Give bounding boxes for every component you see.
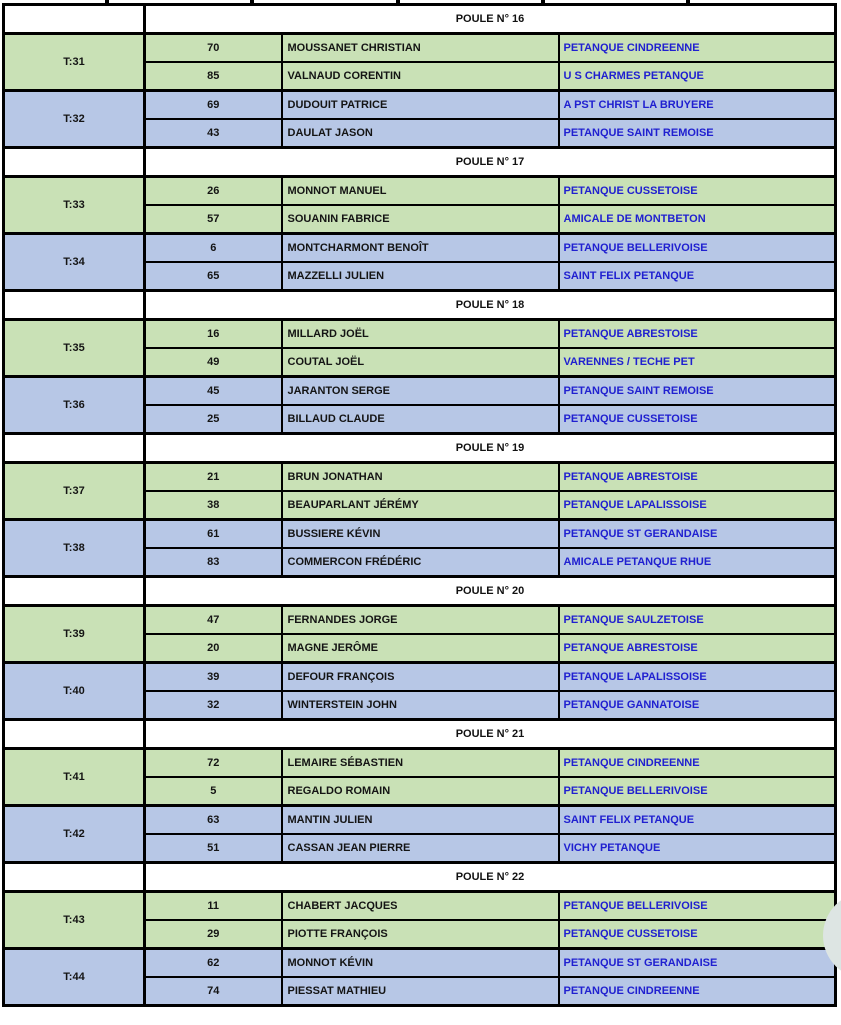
poule-header-row xyxy=(4,863,836,892)
player-name-cell: MONTCHARMONT BENOÎT xyxy=(282,234,559,263)
player-number-cell: 26 xyxy=(145,177,282,206)
player-number-cell: 57 xyxy=(145,205,282,234)
player-number-cell: 61 xyxy=(145,520,282,549)
player-club-cell: PETANQUE LAPALISSOISE xyxy=(559,491,836,520)
player-number-cell: 69 xyxy=(145,91,282,120)
player-number-cell: 11 xyxy=(145,892,282,921)
player-number-cell: 38 xyxy=(145,491,282,520)
player-number-cell: 6 xyxy=(145,234,282,263)
player-club-cell: PETANQUE ABRESTOISE xyxy=(559,634,836,663)
player-club-cell: VICHY PETANQUE xyxy=(559,834,836,863)
player-name-cell: COMMERCON FRÉDÉRIC xyxy=(282,548,559,577)
player-row xyxy=(4,949,836,978)
player-club-cell: PETANQUE BELLERIVOISE xyxy=(559,234,836,263)
player-name-cell: BILLAUD CLAUDE xyxy=(282,405,559,434)
player-club-cell: SAINT FELIX PETANQUE xyxy=(559,806,836,835)
player-row xyxy=(4,663,836,692)
player-number-cell: 74 xyxy=(145,977,282,1006)
player-club-cell: PETANQUE LAPALISSOISE xyxy=(559,663,836,692)
terrain-cell: T:31 xyxy=(4,34,145,91)
player-name-cell: MAZZELLI JULIEN xyxy=(282,262,559,291)
player-number-cell: 25 xyxy=(145,405,282,434)
player-name-cell: JARANTON SERGE xyxy=(282,377,559,406)
poule-header-orange-cell xyxy=(4,5,145,34)
player-number-cell: 29 xyxy=(145,920,282,949)
player-name-cell: MONNOT KÉVIN xyxy=(282,949,559,978)
player-name-cell: DEFOUR FRANÇOIS xyxy=(282,663,559,692)
player-club-cell: PETANQUE CUSSETOISE xyxy=(559,405,836,434)
player-club-cell: PETANQUE BELLERIVOISE xyxy=(559,777,836,806)
terrain-cell: T:38 xyxy=(4,520,145,577)
poule-header-orange-cell xyxy=(4,148,145,177)
terrain-cell: T:36 xyxy=(4,377,145,434)
player-name-cell: MANTIN JULIEN xyxy=(282,806,559,835)
player-club-cell: PETANQUE SAINT REMOISE xyxy=(559,377,836,406)
player-club-cell: PETANQUE CINDREENNE xyxy=(559,749,836,778)
player-club-cell: AMICALE PETANQUE RHUE xyxy=(559,548,836,577)
terrain-cell: T:43 xyxy=(4,892,145,949)
player-number-cell: 49 xyxy=(145,348,282,377)
player-number-cell: 39 xyxy=(145,663,282,692)
terrain-cell: T:42 xyxy=(4,806,145,863)
player-row xyxy=(4,34,836,63)
poule-label: POULE N° 21 xyxy=(145,720,836,749)
player-number-cell: 70 xyxy=(145,34,282,63)
player-club-cell: PETANQUE CINDREENNE xyxy=(559,34,836,63)
player-number-cell: 63 xyxy=(145,806,282,835)
player-name-cell: MILLARD JOËL xyxy=(282,320,559,349)
player-number-cell: 47 xyxy=(145,606,282,635)
poule-header-orange-cell xyxy=(4,291,145,320)
poule-header-orange-cell xyxy=(4,434,145,463)
player-number-cell: 43 xyxy=(145,119,282,148)
player-row xyxy=(4,892,836,921)
player-club-cell: PETANQUE BELLERIVOISE xyxy=(559,892,836,921)
poule-header-orange-cell xyxy=(4,577,145,606)
player-number-cell: 21 xyxy=(145,463,282,492)
player-row xyxy=(4,606,836,635)
poule-header-row xyxy=(4,148,836,177)
poule-header-row xyxy=(4,5,836,34)
terrain-cell: T:44 xyxy=(4,949,145,1006)
player-row xyxy=(4,377,836,406)
poule-header-row xyxy=(4,434,836,463)
player-number-cell: 16 xyxy=(145,320,282,349)
player-name-cell: COUTAL JOËL xyxy=(282,348,559,377)
terrain-cell: T:37 xyxy=(4,463,145,520)
player-club-cell: PETANQUE CINDREENNE xyxy=(559,977,836,1006)
player-name-cell: MONNOT MANUEL xyxy=(282,177,559,206)
player-name-cell: SOUANIN FABRICE xyxy=(282,205,559,234)
player-name-cell: MOUSSANET CHRISTIAN xyxy=(282,34,559,63)
poule-label: POULE N° 17 xyxy=(145,148,836,177)
player-club-cell: PETANQUE ST GERANDAISE xyxy=(559,949,836,978)
terrain-cell: T:35 xyxy=(4,320,145,377)
player-name-cell: REGALDO ROMAIN xyxy=(282,777,559,806)
player-name-cell: CHABERT JACQUES xyxy=(282,892,559,921)
player-name-cell: VALNAUD CORENTIN xyxy=(282,62,559,91)
player-name-cell: PIESSAT MATHIEU xyxy=(282,977,559,1006)
player-club-cell: PETANQUE GANNATOISE xyxy=(559,691,836,720)
player-club-cell: VARENNES / TECHE PET xyxy=(559,348,836,377)
player-row xyxy=(4,320,836,349)
player-club-cell: PETANQUE ST GERANDAISE xyxy=(559,520,836,549)
player-name-cell: MAGNE JERÔME xyxy=(282,634,559,663)
poule-header-orange-cell xyxy=(4,863,145,892)
player-row xyxy=(4,234,836,263)
player-club-cell: AMICALE DE MONTBETON xyxy=(559,205,836,234)
player-number-cell: 62 xyxy=(145,949,282,978)
terrain-cell: T:40 xyxy=(4,663,145,720)
poule-header-row xyxy=(4,291,836,320)
player-row xyxy=(4,520,836,549)
player-name-cell: LEMAIRE SÉBASTIEN xyxy=(282,749,559,778)
player-number-cell: 85 xyxy=(145,62,282,91)
poule-label: POULE N° 20 xyxy=(145,577,836,606)
player-number-cell: 65 xyxy=(145,262,282,291)
player-name-cell: FERNANDES JORGE xyxy=(282,606,559,635)
player-name-cell: DUDOUIT PATRICE xyxy=(282,91,559,120)
poule-draw-table xyxy=(2,3,837,1007)
player-row xyxy=(4,463,836,492)
terrain-cell: T:33 xyxy=(4,177,145,234)
player-name-cell: BEAUPARLANT JÉRÉMY xyxy=(282,491,559,520)
poule-label: POULE N° 19 xyxy=(145,434,836,463)
terrain-cell: T:39 xyxy=(4,606,145,663)
terrain-cell: T:41 xyxy=(4,749,145,806)
player-number-cell: 51 xyxy=(145,834,282,863)
player-row xyxy=(4,177,836,206)
player-number-cell: 83 xyxy=(145,548,282,577)
player-number-cell: 45 xyxy=(145,377,282,406)
player-club-cell: PETANQUE SAULZETOISE xyxy=(559,606,836,635)
terrain-cell: T:34 xyxy=(4,234,145,291)
player-club-cell: PETANQUE CUSSETOISE xyxy=(559,920,836,949)
player-number-cell: 32 xyxy=(145,691,282,720)
player-club-cell: PETANQUE CUSSETOISE xyxy=(559,177,836,206)
player-row xyxy=(4,806,836,835)
player-club-cell: SAINT FELIX PETANQUE xyxy=(559,262,836,291)
poule-header-row xyxy=(4,577,836,606)
player-club-cell: PETANQUE ABRESTOISE xyxy=(559,463,836,492)
player-club-cell: U S CHARMES PETANQUE xyxy=(559,62,836,91)
poule-label: POULE N° 22 xyxy=(145,863,836,892)
player-number-cell: 20 xyxy=(145,634,282,663)
player-name-cell: DAULAT JASON xyxy=(282,119,559,148)
player-name-cell: BUSSIERE KÉVIN xyxy=(282,520,559,549)
poule-label: POULE N° 18 xyxy=(145,291,836,320)
poule-label: POULE N° 16 xyxy=(145,5,836,34)
player-row xyxy=(4,749,836,778)
terrain-cell: T:32 xyxy=(4,91,145,148)
player-number-cell: 72 xyxy=(145,749,282,778)
player-club-cell: A PST CHRIST LA BRUYERE xyxy=(559,91,836,120)
poule-header-row xyxy=(4,720,836,749)
poule-header-orange-cell xyxy=(4,720,145,749)
player-number-cell: 5 xyxy=(145,777,282,806)
player-name-cell: BRUN JONATHAN xyxy=(282,463,559,492)
player-name-cell: WINTERSTEIN JOHN xyxy=(282,691,559,720)
player-row xyxy=(4,91,836,120)
player-name-cell: PIOTTE FRANÇOIS xyxy=(282,920,559,949)
player-club-cell: PETANQUE SAINT REMOISE xyxy=(559,119,836,148)
player-club-cell: PETANQUE ABRESTOISE xyxy=(559,320,836,349)
player-name-cell: CASSAN JEAN PIERRE xyxy=(282,834,559,863)
